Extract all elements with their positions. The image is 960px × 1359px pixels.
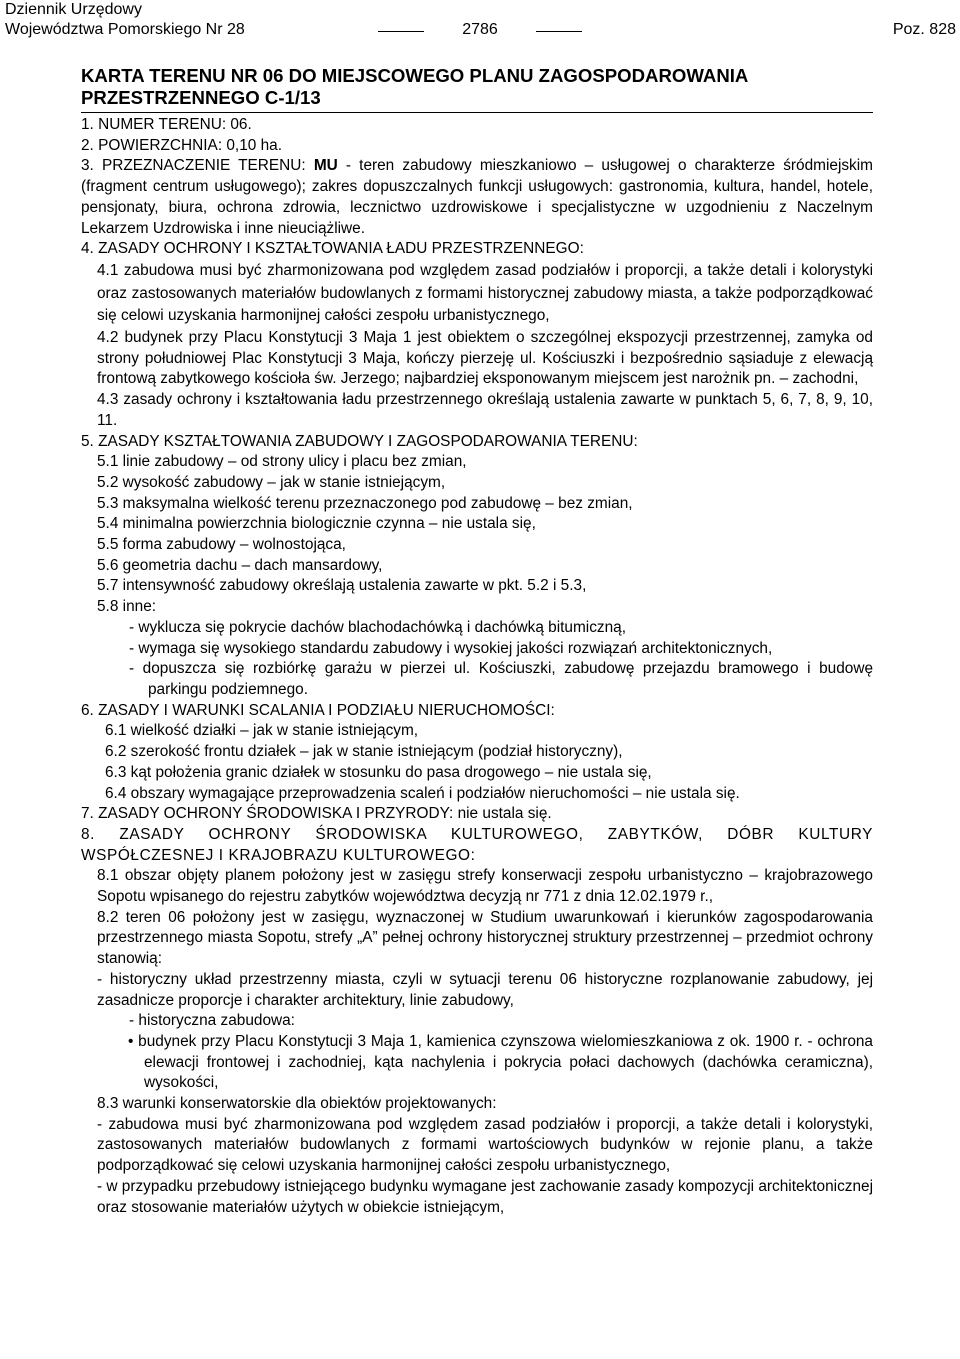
section-8-3-dash-2: - w przypadku przebudowy istniejącego budynku wymagane jest zachowanie zasady kompozycji architektonicznej oraz stosowanie materiałów użytych w obiekcie istniejącym,: [97, 1177, 873, 1216]
section-4-1: 4.1 zabudowa musi być zharmonizowana pod względem zasad podziałów i proporcji, a także detali i kolorystyki oraz zastosowanych materiałów budowlanych z formami historycznej zabudowy miasta, a także podporządkować się celowi uzyskania harmonijnej całości zespołu urbanistycznego,: [97, 261, 873, 325]
section-6-2: 6.2 szerokość frontu działek – jak w stanie istniejącym (podział historyczny),: [105, 743, 623, 761]
section-5-1: 5.1 linie zabudowy – od strony ulicy i placu bez zmian,: [97, 453, 467, 471]
section-6-4: 6.4 obszary wymagające przeprowadzenia scaleń i podziałów nieruchomości – nie ustala się.: [105, 784, 740, 802]
section-3-prefix: 3. PRZEZNACZENIE TERENU:: [81, 157, 314, 175]
position-number: Poz. 828: [892, 21, 956, 38]
document-title: KARTA TERENU NR 06 DO MIEJSCOWEGO PLANU ZAGOSPODAROWANIA PRZESTRZENNEGO C-1/13: [81, 65, 748, 108]
section-5-6: 5.6 geometria dachu – dach mansardowy,: [97, 556, 383, 574]
section-5-8: 5.8 inne:: [97, 598, 157, 616]
section-5-7: 5.7 intensywność zabudowy określają ustalenia zawarte w pkt. 5.2 i 5.3,: [97, 577, 587, 595]
section-8-2-dash-1: - historyczny układ przestrzenny miasta, czyli w sytuacji terenu 06 historyczne rozplanowanie zabudowy, jej zasadnicze proporcje i charakter architektury, linie zabudowy,: [97, 970, 873, 1009]
section-5-4: 5.4 minimalna powierzchnia biologicznie czynna – nie ustala się,: [97, 515, 536, 533]
section-4-heading: 4. ZASADY OCHRONY I KSZTAŁTOWANIA ŁADU PRZESTRZENNEGO:: [81, 240, 584, 258]
section-5-3: 5.3 maksymalna wielkość terenu przeznaczonego pod zabudowę – bez zmian,: [97, 494, 633, 512]
section-3-land-use: [81, 156, 873, 239]
section-6-3: 6.3 kąt położenia granic działek w stosunku do pasa drogowego – nie ustala się,: [105, 763, 652, 781]
section-4-3: 4.3 zasady ochrony i kształtowania ładu przestrzennego określają ustalenia zawarte w punktach 5, 6, 7, 8, 9, 10, 11.: [97, 391, 873, 429]
section-5-heading: 5. ZASADY KSZTAŁTOWANIA ZABUDOWY I ZAGOSPODAROWANIA TERENU:: [81, 432, 638, 450]
section-8-2-bullet-1: • budynek przy Placu Konstytucji 3 Maja 1, kamienica czynszowa wielomieszkaniowa z ok. 1900 r. - ochrona elewacji frontowej i zachodniej, kąta nachylenia i pokrycia połaci dachowych (dachówka ceramiczna), wysokości,: [128, 1032, 873, 1092]
section-3-text: - teren zabudowy mieszkaniowo – usługowej o charakterze śródmiejskim (fragment centrum usługowego); zakres dopuszczalnych funkcji usługowych: gastronomia, kultura, handel, hotele, pensjonaty, biura, ochrona zdrowia, lecznictwo uzdrowiskowe i specjalistyczne w uzgodnieniu z Naczelnym Lekarzem Uzdrowiska i inne nieuciążliwe.: [81, 157, 873, 237]
document-body: [81, 65, 873, 1218]
section-5-2: 5.2 wysokość zabudowy – jak w stanie istniejącym,: [97, 473, 446, 491]
section-6-heading: 6. ZASADY I WARUNKI SCALANIA I PODZIAŁU NIERUCHOMOŚCI:: [81, 701, 555, 719]
journal-name-line1: Dziennik Urzędowy: [5, 1, 142, 18]
section-8-3: 8.3 warunki konserwatorskie dla obiektów projektowanych:: [97, 1095, 497, 1113]
section-4-2: 4.2 budynek przy Placu Konstytucji 3 Maja 1 jest obiektem o szczególnej ekspozycji przestrzennej, zamyka od strony południowej Plac Konstytucji 3 Maja, kończy pierzeję ul. Kościuszki i bezpośrednio sąsiaduje z elewacją frontową zabytkowego kościoła św. Jerzego; najbardziej eksponowanym miejscem jest narożnik pn. – zachodni,: [97, 329, 873, 388]
section-2-area-size: 2. POWIERZCHNIA: 0,10 ha.: [81, 136, 282, 154]
section-5-8-dash-3: - dopuszcza się rozbiórkę garażu w pierzei ul. Kościuszki, zabudowę przejazdu bramowego i budowę parkingu podziemnego.: [129, 660, 873, 698]
section-8-3-dash-1: - zabudowa musi być zharmonizowana pod względem zasad podziałów i proporcji, a także detali i kolorystyki, zastosowanych materiałów budowlanych z formami wartościowych budynków w rejonie planu, a także podporządkować się celowi uzyskania harmonijnej całości zespołu urbanistycznego,: [97, 1115, 873, 1175]
page-number: 2786: [432, 20, 528, 40]
section-6-1: 6.1 wielkość działki – jak w stanie istniejącym,: [105, 722, 419, 740]
section-5-8-dash-2: - wymaga się wysokiego standardu zabudowy i wysokiej jakości rozwiązań architektonicznych,: [129, 639, 773, 657]
section-5-5: 5.5 forma zabudowy – wolnostojąca,: [97, 536, 346, 554]
journal-name-line2: Województwa Pomorskiego Nr 28: [5, 21, 245, 38]
section-5-8-dash-1: - wyklucza się pokrycie dachów blachodachówką i dachówką bitumiczną,: [129, 618, 627, 636]
title-divider: [81, 112, 873, 113]
section-8-2: 8.2 teren 06 położony jest w zasięgu, wyznaczonej w Studium uwarunkowań i kierunków zagospodarowania przestrzennego miasta Sopotu, strefy „A” pełnej ochrony historycznej struktury przestrzennej – przedmiot ochrony stanowią:: [97, 908, 873, 968]
section-8-1: 8.1 obszar objęty planem położony jest w zasięgu strefy konserwacji zespołu urbanistyczno – krajobrazowego Sopotu wpisanego do rejestru zabytków województwa decyzją nr 771 z dnia 12.02.1979 r.,: [97, 867, 873, 906]
land-use-symbol: MU: [313, 157, 338, 175]
section-8-2-dash-2: - historyczna zabudowa:: [129, 1012, 295, 1030]
section-7: 7. ZASADY OCHRONY ŚRODOWISKA I PRZYRODY: nie ustala się.: [81, 805, 552, 823]
section-1-area-number: 1. NUMER TERENU: 06.: [81, 116, 252, 133]
section-8-heading: 8. ZASADY OCHRONY ŚRODOWISKA KULTUROWEGO, ZABYTKÓW, DÓBR KULTURY WSPÓŁCZESNEJ I KRAJOBRAZU KULTUROWEGO:: [81, 825, 873, 864]
journal-name: [5, 0, 245, 40]
